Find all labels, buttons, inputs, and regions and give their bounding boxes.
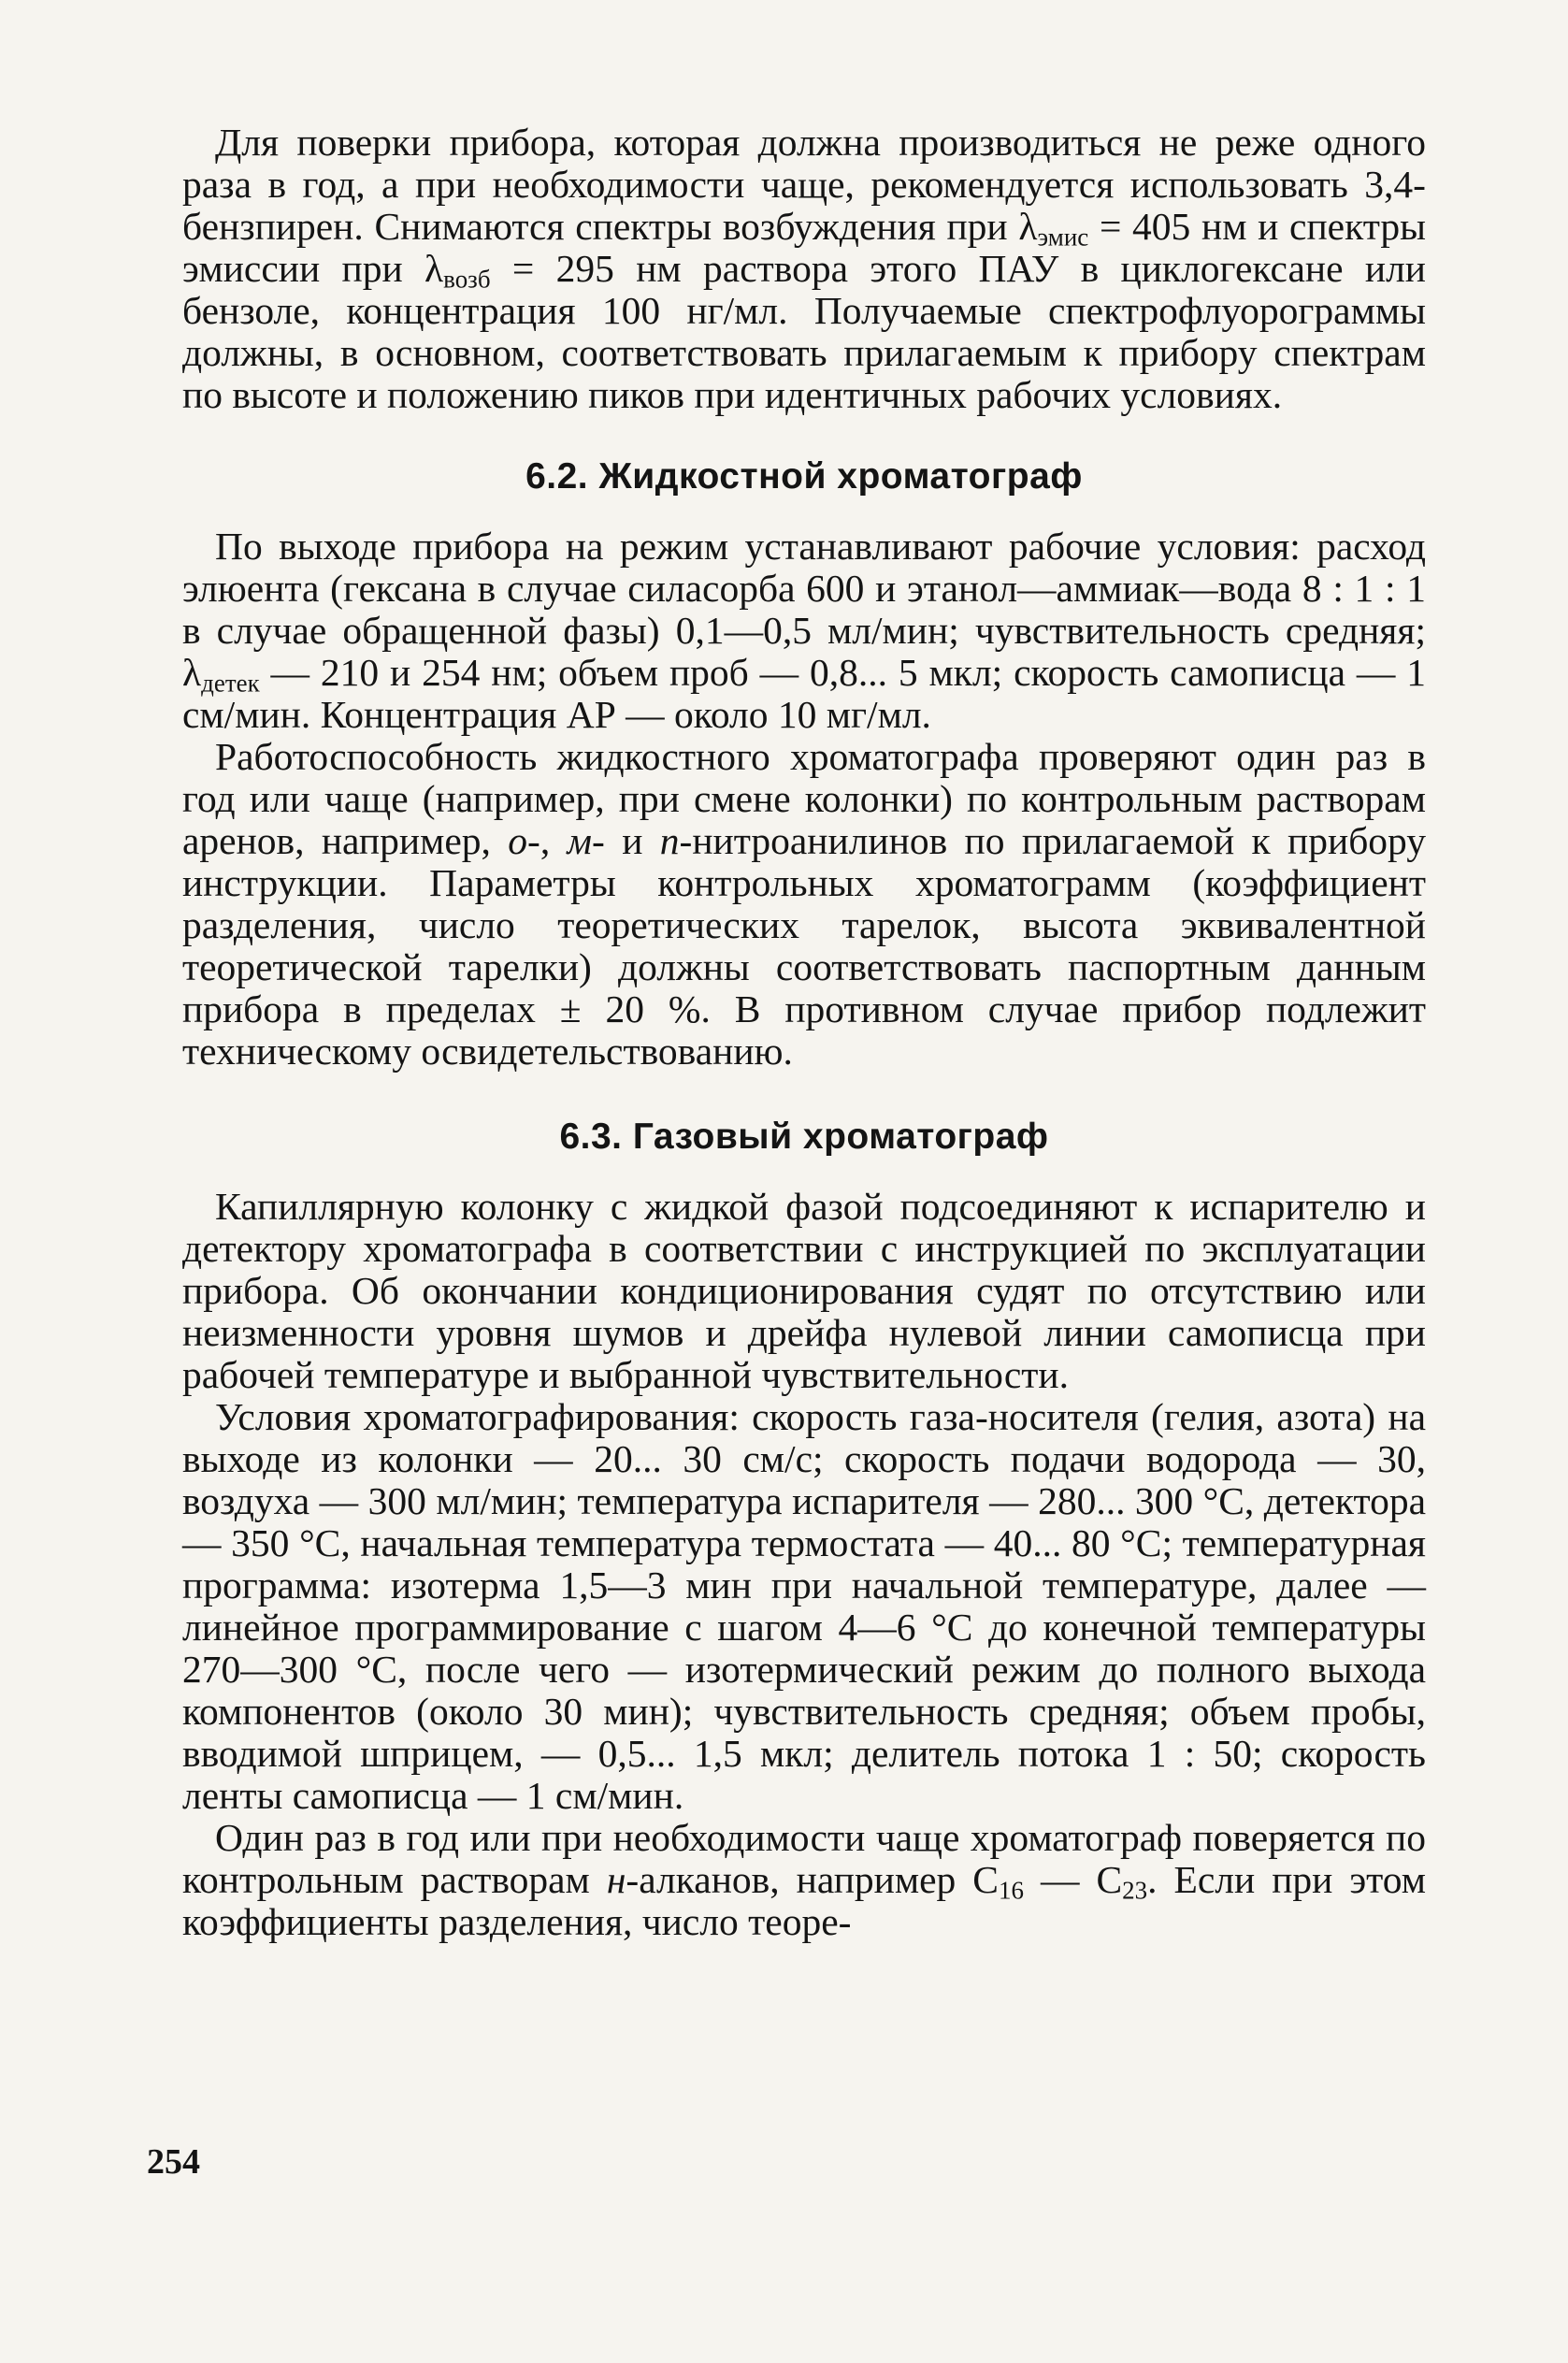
section-heading: 6.3. Газовый хроматограф — [559, 1117, 1049, 1157]
italic-text: н — [606, 1858, 626, 1901]
subscript: 16 — [999, 1876, 1024, 1905]
page-number: 254 — [147, 2142, 200, 2182]
section-heading: 6.2. Жидкостной хроматограф — [525, 456, 1083, 497]
paragraph: Работоспособность жидкостного хроматографа проверяют один раз в год или чаще (например, при смене колонки) по контрольным растворам аренов, например, о-, м- и п-нитроанилинов по прилагаемой к прибору инструкции. Параметры контрольных хроматограмм (коэффициент разделения, число теоретических тарелок, высота эквивалентной теоретической тарелки) должны соответствовать паспортным данным прибора в пределах ± 20 %. В противном случае прибор подлежит техническому освидетельствованию. — [182, 735, 1427, 1073]
paragraph: Один раз в год или при необходимости чаще хроматограф поверяется по контрольным растворам н-алканов, например $C_{16}$ — $C_{23}$. Если при этом коэффициенты разделения, число теоре- — [182, 1816, 1426, 1943]
paragraph: Капиллярную колонку с жидкой фазой подсоединяют к испарителю и детектору хроматографа в соответствии с инструкцией по эксплуатации прибора. Об окончании кондиционирования судят по отсутствию или неизменности уровня шумов и дрейфа нулевой линии самописца при рабочей температуре и выбранной чувствительности. — [182, 1185, 1426, 1396]
document-page — [182, 122, 1426, 1943]
paragraph: Условия хроматографирования: скорость газа-носителя (гелия, азота) на выходе из колонки — 20... 30 см/с; скорость подачи водорода — 30, воздуха — 300 мл/мин; температура испарителя — 280... 300 °С, детектора — 350 °С, начальная температура термостата — 40... 80 °С; температурная программа: изотерма 1,5—3 мин при начальной температуре, далее — линейное программирование с шагом 4—6 °С до конечной температуры 270—300 °С, после чего — изотермический режим до полного выхода компонентов (около 30 мин); чувствительность средняя; объем пробы, вводимой шприцем, — 0,5... 1,5 мкл; делитель потока 1 : 50; скорость ленты самописца — 1 см/мин. — [182, 1395, 1426, 1817]
paragraph: По выходе прибора на режим устанавливают рабочие условия: расход элюента (гексана в случае силасорба 600 и этанол—аммиак—вода 8 : 1 : 1 в случае обращенной фазы) 0,1—0,5 мл/мин; чувствительность средняя; $\lambda_{детек}$ — 210 и 254 нм; объем проб — 0,8... 5 мкл; скорость самописца — 1 см/мин. Концентрация АР — около 10 мг/мл. — [182, 525, 1426, 736]
subscript: возб — [443, 265, 491, 294]
subscript: 23 — [1122, 1876, 1148, 1905]
italic-text: м- — [567, 819, 605, 862]
italic-text: п — [659, 819, 680, 862]
italic-text: о- — [508, 819, 540, 862]
paragraph: Для поверки прибора, которая должна производиться не реже одного раза в год, а при необходимости чаще, рекомендуется использовать 3,4-бензпирен. Снимаются спектры возбуждения при $\lambda_{эмис} = 405$ нм и спектры эмиссии при $\lambda_{возб} = 295$ нм раствора этого ПАУ в циклогексане или бензоле, концентрация 100 нг/мл. Получаемые спектрофлуорограммы должны, в основном, соответствовать прилагаемым к прибору спектрам по высоте и положению пиков при идентичных рабочих условиях. — [182, 121, 1426, 416]
subscript: детек — [201, 669, 260, 698]
subscript: эмис — [1037, 223, 1089, 252]
